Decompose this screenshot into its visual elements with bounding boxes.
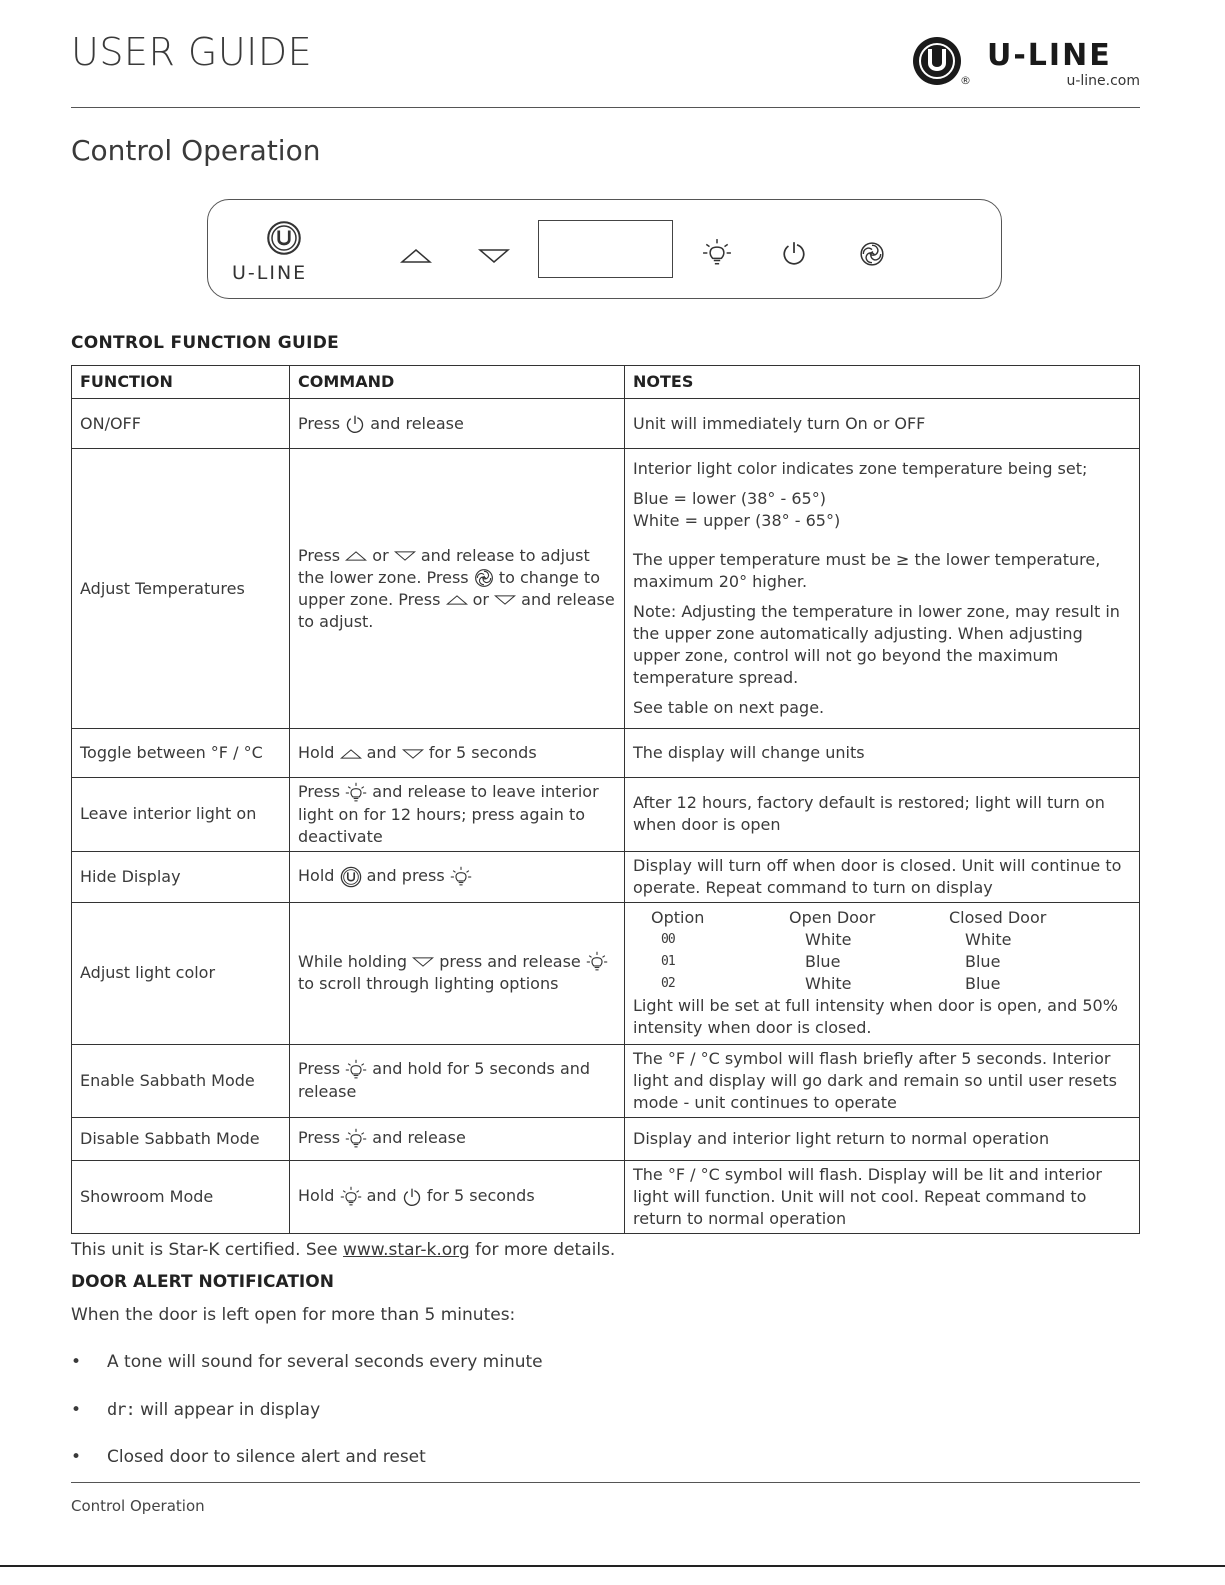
- command-cell: While holding press and release to scroll through lighting options: [290, 902, 625, 1044]
- light-icon: [345, 782, 367, 804]
- up-arrow-icon: [340, 748, 362, 760]
- option-code: 01: [661, 954, 675, 969]
- zone-swirl-icon: [474, 568, 494, 588]
- table-row: [72, 778, 1140, 852]
- light-icon: [586, 951, 608, 973]
- up-arrow-icon: [400, 248, 432, 264]
- function-cell: Leave interior light on: [72, 778, 290, 852]
- notes-cell: After 12 hours, factory default is restored; light will turn on when door is open: [625, 778, 1140, 852]
- table-row: [72, 1044, 1140, 1117]
- light-icon: [345, 1128, 367, 1150]
- u-logo-icon: [340, 866, 362, 888]
- notes-cell: Option Open Door Closed Door 00 White White 01 Blue Blue 02 White Blue Light will be set at full intensity when door is open, and 50% intensity when door is closed.: [625, 902, 1140, 1044]
- table-row: [72, 449, 1140, 729]
- table-header-row: [72, 366, 1140, 399]
- bullet-icon: •: [71, 1447, 82, 1467]
- guide-heading: CONTROL FUNCTION GUIDE: [71, 333, 340, 353]
- door-alert-heading: DOOR ALERT NOTIFICATION: [71, 1272, 334, 1292]
- notes-cell: The °F / °C symbol will flash briefly after 5 seconds. Interior light and display will go dark and remain so until user resets mode - unit continues to operate: [625, 1044, 1140, 1117]
- column-header: NOTES: [625, 366, 1140, 399]
- light-option-table: Option Open Door Closed Door 00 White White 01 Blue Blue 02 White Blue: [651, 908, 1047, 993]
- down-arrow-icon: [494, 594, 516, 606]
- power-icon: [781, 240, 807, 266]
- light-icon: [345, 1059, 367, 1081]
- star-k-note: This unit is Star-K certified. See www.star-k.org for more details.: [71, 1240, 616, 1260]
- command-cell: Hold and for 5 seconds: [290, 1160, 625, 1233]
- power-icon: [402, 1187, 422, 1207]
- command-cell: Press and release: [290, 399, 625, 449]
- control-function-table: [71, 365, 1140, 1234]
- down-arrow-icon: [478, 248, 510, 264]
- zone-swirl-icon: [859, 241, 885, 267]
- function-cell: Disable Sabbath Mode: [72, 1117, 290, 1160]
- page-footer: Control Operation: [71, 1497, 205, 1515]
- function-cell: Hide Display: [72, 851, 290, 902]
- command-cell: Hold and press: [290, 851, 625, 902]
- page-title: USER GUIDE: [71, 30, 313, 74]
- brand-url: u-line.com: [1066, 73, 1140, 89]
- table-row: [72, 1160, 1140, 1233]
- option-code: 00: [661, 932, 675, 947]
- panel-brand-word: U-LINE: [232, 262, 308, 284]
- notes-cell: Display will turn off when door is closed. Unit will continue to operate. Repeat command to turn on display: [625, 851, 1140, 902]
- display-window: [538, 220, 673, 278]
- function-cell: Adjust Temperatures: [72, 449, 290, 729]
- command-cell: Press and release to leave interior light on for 12 hours; press again to deactivate: [290, 778, 625, 852]
- command-cell: Press and release: [290, 1117, 625, 1160]
- column-header: FUNCTION: [72, 366, 290, 399]
- list-item: • dr: will appear in display: [71, 1400, 321, 1420]
- light-icon: [702, 238, 732, 268]
- table-row: [72, 902, 1140, 1044]
- notes-cell: The °F / °C symbol will flash. Display will be lit and interior light will function. Unit will not cool. Repeat command to return to normal operation: [625, 1160, 1140, 1233]
- table-row: [72, 729, 1140, 778]
- down-arrow-icon: [412, 956, 434, 968]
- control-panel-diagram: [207, 199, 1002, 299]
- bullet-icon: •: [71, 1352, 82, 1372]
- function-cell: Toggle between °F / °C: [72, 729, 290, 778]
- notes-cell: Display and interior light return to normal operation: [625, 1117, 1140, 1160]
- brand-name: U-LINE: [987, 38, 1112, 73]
- notes-cell: Unit will immediately turn On or OFF: [625, 399, 1140, 449]
- light-icon: [450, 866, 472, 888]
- u-logo-icon: [266, 220, 302, 256]
- door-alert-intro: When the door is left open for more than 5 minutes:: [71, 1305, 516, 1325]
- command-cell: Press or and release to adjust the lower zone. Press to change to upper zone. Press or and release to adjust.: [290, 449, 625, 729]
- command-cell: Press and hold for 5 seconds and release: [290, 1044, 625, 1117]
- function-cell: Adjust light color: [72, 902, 290, 1044]
- star-k-link[interactable]: www.star-k.org: [343, 1240, 470, 1260]
- header-rule: [71, 107, 1140, 108]
- power-icon: [345, 414, 365, 434]
- display-code: dr:: [107, 1400, 135, 1420]
- notes-cell: Interior light color indicates zone temperature being set; Blue = lower (38° - 65°) White = upper (38° - 65°) The upper temperature must be ≥ the lower temperature, maximum 20° higher. Note: Adjusting the temperature in lower zone, may result in the upper zone automatically adjusting. When adjusting upper zone, control will not go beyond the maximum temperature spread. See table on next page.: [625, 449, 1140, 729]
- list-item: • Closed door to silence alert and reset: [71, 1447, 426, 1467]
- option-code: 02: [661, 976, 675, 991]
- bottom-bar: [0, 1565, 1225, 1567]
- table-row: [72, 851, 1140, 902]
- table-row: [72, 399, 1140, 449]
- down-arrow-icon: [394, 550, 416, 562]
- brand-logo: [912, 36, 1140, 96]
- function-cell: Showroom Mode: [72, 1160, 290, 1233]
- column-header: COMMAND: [290, 366, 625, 399]
- u-line-logo-icon: [912, 36, 962, 86]
- command-cell: Hold and for 5 seconds: [290, 729, 625, 778]
- notes-cell: The display will change units: [625, 729, 1140, 778]
- up-arrow-icon: [345, 550, 367, 562]
- bullet-icon: •: [71, 1400, 82, 1420]
- down-arrow-icon: [402, 748, 424, 760]
- up-arrow-icon: [446, 594, 468, 606]
- registered-mark: ®: [960, 74, 971, 87]
- function-cell: ON/OFF: [72, 399, 290, 449]
- function-cell: Enable Sabbath Mode: [72, 1044, 290, 1117]
- light-icon: [340, 1186, 362, 1208]
- footer-rule: [71, 1482, 1140, 1483]
- list-item: • A tone will sound for several seconds every minute: [71, 1352, 543, 1372]
- section-title: Control Operation: [71, 134, 321, 167]
- table-row: [72, 1117, 1140, 1160]
